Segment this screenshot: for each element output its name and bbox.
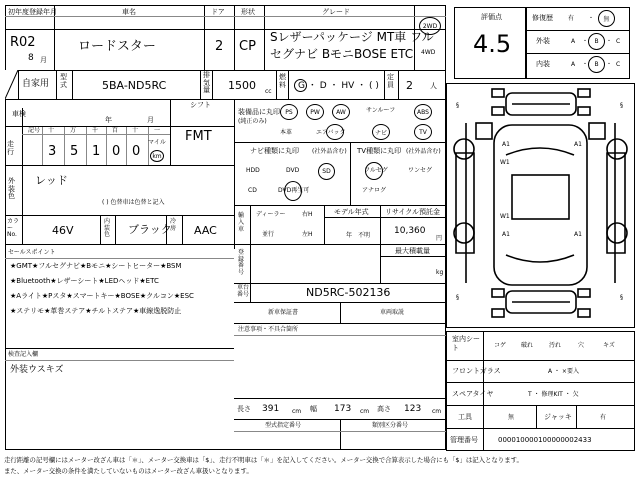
divider <box>234 205 446 206</box>
equipment-item-circle <box>414 104 432 120</box>
spare-value: T ・ 修理KIT ・ 欠 <box>528 391 579 398</box>
model-label: 型式 <box>60 73 67 89</box>
odometer-digit: 0 <box>112 144 121 159</box>
category-label: 類別区分番号 <box>372 422 409 429</box>
seat-defect-item: 汚れ <box>549 342 562 349</box>
import-dealer: ディーラー <box>256 211 286 218</box>
seat-defect-item: キズ <box>603 342 615 349</box>
height-unit: cm <box>432 408 442 415</box>
seat-defect-item: コゲ <box>494 342 507 349</box>
score-label: 評価点 <box>481 13 502 21</box>
divider <box>234 142 446 143</box>
capacity-value: 2 <box>406 79 413 92</box>
mark-s: § <box>456 294 459 301</box>
width-unit: cm <box>360 408 370 415</box>
height-label: 高さ <box>377 405 391 413</box>
digit-header-cell: 万 <box>70 127 77 134</box>
glass-value: A ・ ×要入 <box>548 368 579 375</box>
length-value: 391 <box>262 404 280 414</box>
navi-dvd-play: DVD再生可 <box>278 187 310 194</box>
recycle-label: リサイクル預託金 <box>385 208 441 216</box>
shape-label: 形状 <box>241 8 255 16</box>
grade-label: グレード <box>322 8 350 16</box>
tv-type-sub: (社外品含む) <box>406 148 441 155</box>
divider <box>5 348 234 349</box>
equipment-item: PW <box>310 108 320 116</box>
unit-km: km <box>152 152 162 160</box>
odometer-digit: 3 <box>48 144 57 159</box>
divider <box>446 360 635 361</box>
doors: 2 <box>215 39 224 54</box>
car-name-label: 車名 <box>122 8 136 16</box>
interior-color: ブラック <box>128 223 172 236</box>
navi-dvd: DVD <box>286 167 300 174</box>
equipment-item-circle <box>372 124 390 140</box>
divider <box>446 382 635 383</box>
max-load-label: 最大積載量 <box>395 247 430 255</box>
equipment-item-circle <box>280 104 298 120</box>
mark-a1: A1 <box>574 141 582 148</box>
mark-a1: A1 <box>502 141 510 148</box>
odometer-digit: 1 <box>92 144 101 159</box>
odometer-digit: 0 <box>132 144 141 159</box>
navi-hdd: HDD <box>246 167 260 174</box>
divider <box>234 99 235 249</box>
height-value: 123 <box>404 404 422 414</box>
equipment-item: サンルーフ <box>366 107 396 114</box>
chassis-label: 車台番号 <box>237 284 250 298</box>
divider <box>234 335 446 336</box>
divider <box>64 127 65 165</box>
footer-note-2: また、メーター交換の条件を満たしていないものはメーター改ざん車扱いとなります。 <box>4 467 253 475</box>
ac-value: AAC <box>194 224 217 237</box>
width-label: 幅 <box>310 405 317 413</box>
import-left: 左H <box>302 231 313 238</box>
interior-grade-sep: ・ <box>582 61 589 68</box>
reg-month: 8 <box>28 53 34 63</box>
sales-point-line: ★Bluetooth★レザーシート★LEDヘッド★ETC <box>10 277 159 285</box>
mgmt-number: 000010000100000002433 <box>498 436 592 444</box>
divider <box>22 165 23 215</box>
mark-a1: A1 <box>502 231 510 238</box>
equipment-item: PS <box>285 108 293 116</box>
divider <box>200 70 201 99</box>
divider <box>212 70 213 99</box>
first-reg-label: 初年度登録年月 <box>8 8 57 16</box>
divider <box>398 70 399 99</box>
equipment-item-circle <box>332 104 350 120</box>
divider <box>204 5 205 70</box>
displacement-unit: cc <box>265 88 272 95</box>
divider <box>5 165 234 166</box>
exterior-grade-c: C <box>616 38 621 45</box>
divider <box>56 70 57 99</box>
airbag-circle <box>326 124 344 140</box>
divider <box>5 99 446 100</box>
repair-sep: ・ <box>588 15 595 22</box>
width-value: 173 <box>334 404 352 414</box>
navi-dvd-play-circle <box>284 181 302 201</box>
unit-km-circle <box>150 150 164 162</box>
divider <box>536 405 537 428</box>
divider <box>5 360 234 361</box>
drive-2wd: 2WD <box>422 22 438 30</box>
divider <box>100 215 101 244</box>
equipment-item: TV <box>419 128 427 136</box>
divider <box>250 244 251 302</box>
exterior-grade-sep: ・ <box>582 38 589 45</box>
use-value: 自家用 <box>22 79 50 89</box>
chassis-value: ND5RC-502136 <box>306 286 391 299</box>
exterior-grade-label: 外装 <box>536 37 550 45</box>
displacement-label: 排気量 <box>203 71 210 95</box>
digit-header-cell: 一 <box>154 127 161 134</box>
grade-line1: Sレザーパッケージ MT車 フル <box>270 30 434 44</box>
diagonal-slash <box>5 70 19 99</box>
tv-fullseg: フルセグ <box>364 167 388 174</box>
divider <box>324 205 325 244</box>
mark-w1: W1 <box>500 159 510 166</box>
divider <box>526 30 630 31</box>
tv-fullseg-circle <box>365 162 383 180</box>
divider <box>380 205 381 244</box>
import-right: 右H <box>302 211 313 218</box>
equipment-item-circle <box>414 124 432 140</box>
mark-s: § <box>620 294 623 301</box>
unit-mile: マイル <box>148 139 166 146</box>
divider <box>264 5 265 70</box>
recycle-unit: 円 <box>436 235 443 242</box>
inspector-text: 外装ウスキズ <box>10 365 64 375</box>
divider <box>182 215 183 244</box>
divider <box>42 127 43 165</box>
divider <box>288 70 289 99</box>
divider <box>234 283 446 284</box>
digit-header-cell: 十 <box>48 127 55 134</box>
length-unit: cm <box>292 408 302 415</box>
drive-2wd-circle <box>419 17 441 35</box>
tv-oneseg: ワンセグ <box>408 167 433 174</box>
divider <box>5 244 234 245</box>
interior-grade-label: 内装 <box>536 60 550 68</box>
exterior-note: ( ) 色替車は色替と記入 <box>102 199 165 206</box>
navi-type-sub: (社外品含む) <box>312 148 347 155</box>
interior-grade-b: B <box>594 61 599 68</box>
color-no-label: カラーNo. <box>7 218 20 239</box>
navi-type-label: ナビ種類に丸印 <box>250 147 299 155</box>
equipment-item: ナビ <box>374 129 387 137</box>
divider <box>86 127 87 165</box>
interior-color-label: 内装色 <box>104 218 111 239</box>
inspection-label: 車検 <box>12 110 26 118</box>
door-label: ドア <box>211 8 225 16</box>
exterior-grade-b-circle <box>588 33 605 50</box>
digit-header-cell: 十 <box>132 127 139 134</box>
sales-point-line: ★GMT★フルセグナビ★Bモニ★シートヒーター★BSM <box>10 262 182 270</box>
notes-label: 注意事項・不具合箇所 <box>238 326 299 333</box>
length-label: 長さ <box>237 405 251 413</box>
divider <box>340 302 341 323</box>
car-diagram <box>446 83 635 328</box>
divider <box>106 127 107 165</box>
reg-month-unit: 月 <box>40 56 47 64</box>
capacity-unit: 人 <box>430 82 437 90</box>
divider <box>350 142 351 205</box>
divider <box>576 405 577 428</box>
digit-header-cell: 記号 <box>28 127 41 134</box>
divider <box>234 431 446 432</box>
jack-value: 有 <box>600 414 607 421</box>
divider <box>446 405 635 406</box>
divider <box>324 217 446 218</box>
divider <box>148 127 149 165</box>
navi-sd-circle <box>318 163 335 180</box>
divider <box>526 53 630 54</box>
divider <box>72 70 73 99</box>
exterior-grade-a: A <box>571 38 576 45</box>
divider <box>234 244 446 245</box>
divider <box>126 127 127 165</box>
score-value: 4.5 <box>473 30 512 58</box>
equipment-item: エアバック <box>316 129 346 136</box>
divider <box>234 5 235 70</box>
divider <box>22 215 23 244</box>
divider <box>115 215 116 244</box>
inspector-label: 検査記入欄 <box>8 351 39 358</box>
exterior-grade-sep: ・ <box>606 38 613 45</box>
equipment-item-circle <box>306 104 324 120</box>
tv-type-label: TV種類に丸印 <box>357 147 402 155</box>
max-load-unit: kg <box>436 269 444 276</box>
inspection-month-unit: 月 <box>147 116 154 124</box>
mark-w1: W1 <box>500 213 510 220</box>
capacity-label: 定員 <box>387 73 394 89</box>
glass-label: フロントガラス <box>452 367 501 375</box>
spare-label: スペアタイヤ <box>452 390 494 398</box>
digit-header-cell: 千 <box>92 127 99 134</box>
shape: CP <box>239 39 256 54</box>
seat-label: 室内シート <box>452 335 480 353</box>
odometer-label: 走行 <box>7 140 14 157</box>
manual-label: 車両取説 <box>380 309 405 316</box>
divider <box>380 256 446 257</box>
type-designation-label: 型式指定番号 <box>265 422 302 429</box>
seat-defect-item: 穴 <box>578 342 585 349</box>
divider <box>384 70 385 99</box>
digit-header-cell: 百 <box>112 127 119 134</box>
divider <box>234 323 446 324</box>
reg-no-label: 登録番号 <box>238 249 245 276</box>
interior-grade-a: A <box>571 61 576 68</box>
warranty-label: 新車保証書 <box>268 309 299 316</box>
reg-year: R02 <box>10 35 36 50</box>
displacement-value: 1500 <box>228 79 256 92</box>
inspection-year-unit: 年 <box>105 116 112 124</box>
footer-note-1: 走行距離の記号欄にはメーター改ざん車は「＊」、メーター交換車は「$」、走行不明車は「＊」を記入してください。メーター交換で合算表示した場合にも「$」は記入となります。 <box>4 456 523 464</box>
repair-yes: 有 <box>568 15 575 22</box>
interior-grade-sep: ・ <box>606 61 613 68</box>
recycle-value: 10,360 <box>394 226 426 236</box>
divider <box>170 99 171 166</box>
divider <box>234 398 446 399</box>
mark-a1: A1 <box>574 231 582 238</box>
divider <box>340 419 341 450</box>
interior-grade-b-circle <box>588 56 605 73</box>
exterior-color: レッド <box>35 174 68 187</box>
tools-label: 工具 <box>458 413 472 421</box>
navi-sd: SD <box>322 168 331 175</box>
model-year-label: モデル年式 <box>334 208 369 216</box>
seat-defect-item: 破れ <box>521 342 534 349</box>
jack-label: ジャッキ <box>544 413 572 421</box>
mark-s: § <box>456 102 459 109</box>
car-name: ロードスター <box>78 39 156 54</box>
ac-label: 冷房 <box>170 218 177 232</box>
divider <box>380 244 381 283</box>
fuel-selected-circle <box>294 79 307 92</box>
divider <box>446 428 635 429</box>
sales-points-label: セールスポイント <box>8 249 56 256</box>
shift-label: シフト <box>190 101 211 109</box>
divider <box>276 70 277 99</box>
sales-point-line: ★Aライト★Pスタ★スマートキー★BOSE★クルコン★ESC <box>10 292 194 300</box>
mgmt-label: 管理番号 <box>450 436 478 444</box>
import-label: 輸入車 <box>238 212 245 234</box>
sales-point-line: ★ステリモ★革巻ステア★チルトステア★車線逸脱防止 <box>10 307 182 315</box>
tv-analog: アナログ <box>362 187 387 194</box>
drive-4wd: 4WD <box>421 49 436 56</box>
exterior-color-label: 外装色 <box>8 177 15 201</box>
repair-none-circle <box>598 10 615 27</box>
equipment-label: 装備品に丸印 <box>238 108 280 116</box>
interior-grade-c: C <box>616 61 621 68</box>
fuel-label: 燃料 <box>279 73 286 89</box>
exterior-grade-b: B <box>594 38 599 45</box>
divider <box>5 258 234 259</box>
shift-value: FMT <box>185 129 212 144</box>
equipment-sub: (純正のみ) <box>238 118 267 125</box>
repair-label: 修復歴 <box>532 14 553 22</box>
grade-line2: セグナビ BモニBOSE ETC <box>270 47 414 61</box>
navi-cd: CD <box>248 187 257 194</box>
divider <box>5 215 234 216</box>
odometer-digit: 5 <box>70 144 79 159</box>
repair-none: 無 <box>603 16 610 23</box>
fuel-options: G ・ D ・ HV ・ ( ) <box>298 81 379 91</box>
import-parallel: 並行 <box>262 231 275 238</box>
tools-value: 無 <box>508 414 515 421</box>
divider <box>250 205 251 244</box>
model-value: 5BA-ND5RC <box>102 79 167 92</box>
equipment-item: 本革 <box>280 129 293 136</box>
mark-s: § <box>620 102 623 109</box>
equipment-item: AW <box>336 108 346 116</box>
divider <box>5 16 446 17</box>
equipment-item: ABS <box>417 108 429 116</box>
color-no-value: 46V <box>52 224 74 237</box>
model-year-unknown: 年 不明 <box>346 232 371 239</box>
